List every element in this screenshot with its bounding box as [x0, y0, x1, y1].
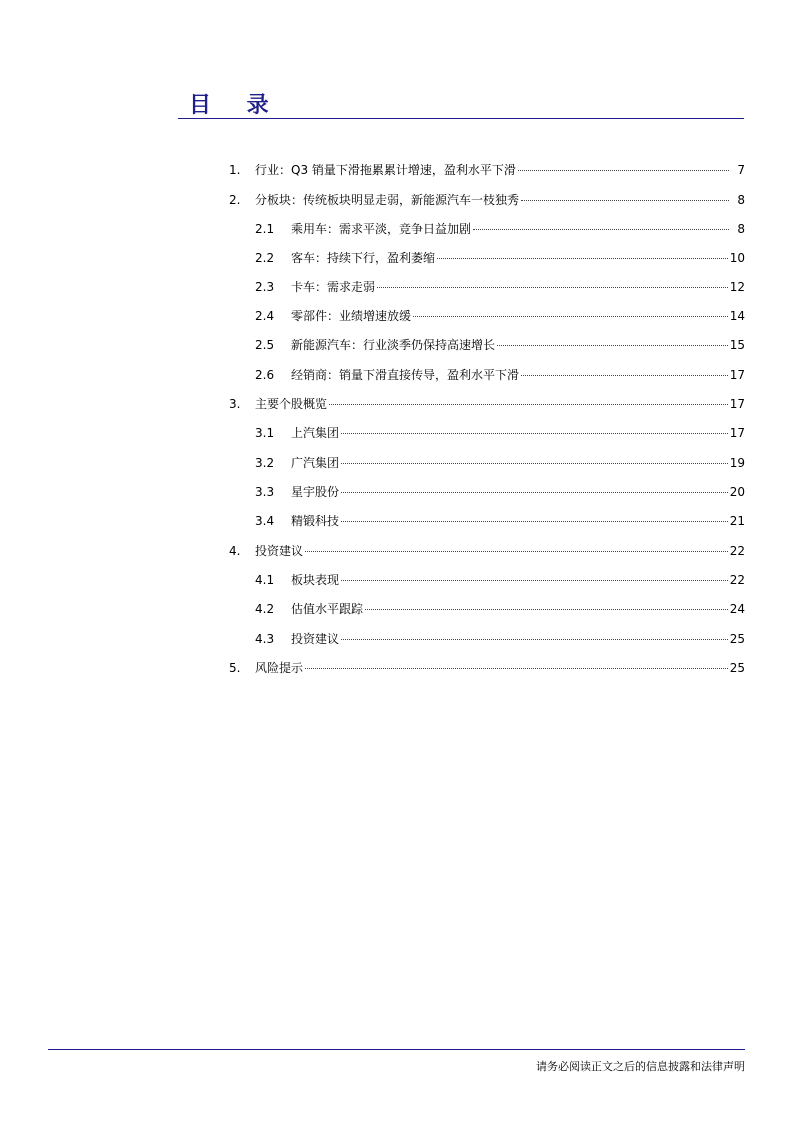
toc-entry[interactable]	[229, 190, 745, 210]
toc-subentry[interactable]	[255, 482, 745, 502]
toc-entry-number: 5.	[229, 661, 241, 675]
toc-dot-leader	[518, 170, 729, 171]
toc-entry-page: 20	[729, 485, 745, 499]
toc-subentry[interactable]	[255, 248, 745, 268]
toc-subentry[interactable]	[255, 277, 745, 297]
toc-entry-number: 1.	[229, 163, 241, 177]
toc-entry-title: 乘用车：需求平淡，竞争日益加剧	[291, 222, 472, 236]
toc-entry-page: 17	[729, 397, 745, 411]
toc-entry-page: 25	[729, 661, 745, 675]
toc-dot-leader	[329, 404, 728, 405]
toc-entry-title: 广汽集团	[291, 456, 340, 470]
toc-entry-title: 分板块：传统板块明显走弱，新能源汽车一枝独秀	[255, 193, 520, 207]
toc-entry-page: 15	[729, 338, 745, 352]
toc-entry-page: 10	[729, 251, 745, 265]
toc-entry[interactable]	[229, 394, 745, 414]
toc-dot-leader	[521, 200, 729, 201]
toc-dot-leader	[473, 229, 729, 230]
toc-dot-leader	[341, 639, 728, 640]
toc-entry-page: 7	[737, 163, 745, 177]
toc-entry-title: 上汽集团	[291, 426, 340, 440]
toc-dot-leader	[341, 521, 728, 522]
toc-entry-title: 投资建议	[255, 544, 304, 558]
toc-subentry[interactable]	[255, 365, 745, 385]
footer-disclaimer: 请务必阅读正文之后的信息披露和法律声明	[536, 1060, 745, 1073]
toc-entry[interactable]	[229, 541, 745, 561]
toc-entry-title: 星宇股份	[291, 485, 340, 499]
toc-entry-number: 2.	[229, 193, 241, 207]
toc-entry-page: 8	[737, 193, 745, 207]
toc-entry-title: 客车：持续下行，盈利萎缩	[291, 251, 436, 265]
toc-entry-number: 2.5	[255, 338, 275, 352]
toc-entry-page: 24	[729, 602, 745, 616]
toc-entry[interactable]	[229, 658, 745, 678]
toc-entry-number: 3.2	[255, 456, 275, 470]
toc-entry-title: 新能源汽车：行业淡季仍保持高速增长	[291, 338, 496, 352]
toc-entry-page: 8	[737, 222, 745, 236]
toc-subentry[interactable]	[255, 570, 745, 590]
title-divider	[178, 118, 744, 119]
toc-entry-number: 3.	[229, 397, 241, 411]
toc-entry-number: 3.3	[255, 485, 275, 499]
toc-entry-number: 2.3	[255, 280, 275, 294]
toc-entry[interactable]	[229, 160, 745, 180]
toc-entry-title: 投资建议	[291, 632, 340, 646]
toc-dot-leader	[365, 609, 728, 610]
toc-subentry[interactable]	[255, 306, 745, 326]
toc-dot-leader	[305, 551, 728, 552]
toc-entry-page: 22	[729, 573, 745, 587]
toc-entry-number: 2.2	[255, 251, 275, 265]
toc-subentry[interactable]	[255, 629, 745, 649]
toc-entry-page: 19	[729, 456, 745, 470]
toc-dot-leader	[341, 492, 728, 493]
page-title: 目 录	[189, 92, 283, 118]
toc-entry-title: 卡车：需求走弱	[291, 280, 376, 294]
toc-entry-page: 14	[729, 309, 745, 323]
toc-subentry[interactable]	[255, 599, 745, 619]
toc-dot-leader	[437, 258, 728, 259]
toc-dot-leader	[341, 463, 728, 464]
toc-entry-title: 零部件：业绩增速放缓	[291, 309, 412, 323]
toc-subentry[interactable]	[255, 423, 745, 443]
toc-entry-page: 25	[729, 632, 745, 646]
toc-entry-page: 17	[729, 368, 745, 382]
toc-entry-number: 3.4	[255, 514, 275, 528]
toc-entry-number: 2.6	[255, 368, 275, 382]
toc-dot-leader	[497, 345, 728, 346]
toc-entry-page: 17	[729, 426, 745, 440]
toc-dot-leader	[413, 316, 728, 317]
toc-entry-title: 主要个股概览	[255, 397, 328, 411]
toc-entry-number: 2.4	[255, 309, 275, 323]
toc-entry-title: 行业：Q3 销量下滑拖累累计增速，盈利水平下滑	[255, 163, 516, 177]
toc-entry-page: 12	[729, 280, 745, 294]
toc-entry-number: 3.1	[255, 426, 275, 440]
toc-entry-title: 精锻科技	[291, 514, 340, 528]
toc-dot-leader	[341, 580, 728, 581]
toc-subentry[interactable]	[255, 219, 745, 239]
toc-entry-number: 2.1	[255, 222, 275, 236]
toc-subentry[interactable]	[255, 335, 745, 355]
footer-divider	[48, 1049, 745, 1050]
toc-subentry[interactable]	[255, 511, 745, 531]
toc-entry-number: 4.	[229, 544, 241, 558]
toc-dot-leader	[305, 668, 728, 669]
toc-entry-number: 4.1	[255, 573, 275, 587]
toc-dot-leader	[521, 375, 728, 376]
toc-dot-leader	[341, 433, 728, 434]
toc-entry-number: 4.2	[255, 602, 275, 616]
toc-dot-leader	[377, 287, 728, 288]
toc-entry-title: 板块表现	[291, 573, 340, 587]
toc-entry-title: 估值水平跟踪	[291, 602, 364, 616]
toc-entry-title: 风险提示	[255, 661, 304, 675]
toc-subentry[interactable]	[255, 453, 745, 473]
toc-entry-number: 4.3	[255, 632, 275, 646]
toc-entry-page: 22	[729, 544, 745, 558]
toc-entry-page: 21	[729, 514, 745, 528]
toc-entry-title: 经销商：销量下滑直接传导，盈利水平下滑	[291, 368, 520, 382]
